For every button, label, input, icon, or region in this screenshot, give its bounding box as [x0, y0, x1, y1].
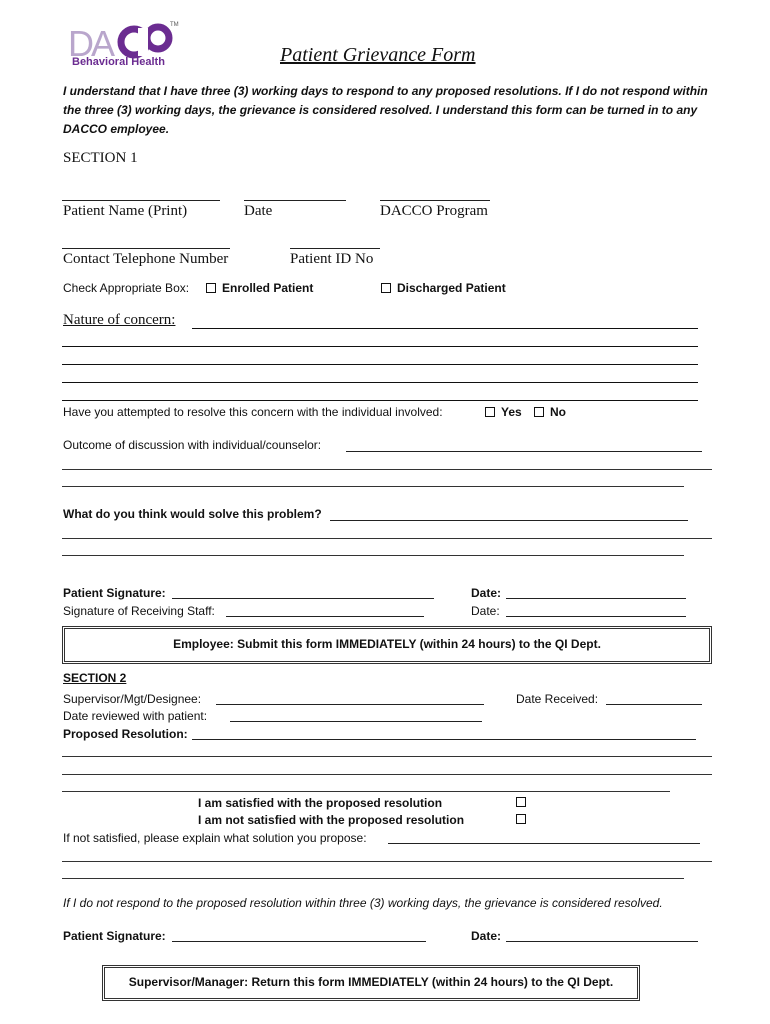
- patient-signature-label: Patient Signature:: [63, 586, 166, 600]
- yes-checkbox[interactable]: [485, 407, 495, 417]
- yes-option[interactable]: [485, 405, 522, 419]
- outcome-line[interactable]: [62, 469, 712, 470]
- phone-line[interactable]: [62, 248, 230, 249]
- discharged-checkbox[interactable]: [381, 283, 391, 293]
- page-title: Patient Grievance Form: [280, 44, 476, 66]
- not-satisfied-checkbox[interactable]: [516, 814, 526, 824]
- date-line[interactable]: [244, 200, 346, 201]
- program-label: DACCO Program: [380, 203, 488, 219]
- resolution-line[interactable]: [62, 791, 670, 792]
- section2-heading: SECTION 2: [63, 671, 127, 685]
- staff-signature-line[interactable]: [226, 616, 424, 617]
- date-label: Date: [244, 203, 273, 219]
- resolution-line[interactable]: [62, 774, 712, 775]
- enrolled-option[interactable]: [206, 281, 313, 295]
- discharged-option[interactable]: [381, 281, 506, 295]
- satisfied-checkbox[interactable]: [516, 797, 526, 807]
- outcome-line[interactable]: [346, 451, 702, 452]
- resolution-line[interactable]: [62, 756, 712, 757]
- concern-line[interactable]: [62, 346, 698, 347]
- solve-line[interactable]: [62, 555, 684, 556]
- enrolled-label: Enrolled Patient: [222, 281, 314, 295]
- explain-label: If not satisfied, please explain what solution you propose:: [63, 831, 367, 845]
- date-reviewed-line[interactable]: [230, 721, 482, 722]
- outcome-line[interactable]: [62, 486, 684, 487]
- proposed-resolution-label: Proposed Resolution:: [63, 727, 188, 741]
- patient-name-label: Patient Name (Print): [63, 203, 188, 219]
- solve-question: What do you think would solve this problem?: [63, 507, 322, 521]
- solve-line[interactable]: [330, 520, 688, 521]
- program-line[interactable]: [380, 200, 490, 201]
- concern-line[interactable]: [192, 328, 698, 329]
- no-label: No: [550, 405, 566, 419]
- intro-statement: I understand that I have three (3) working days to respond to any proposed resolutions. If I do not respond within the three (3) working days, the grievance is considered resolved. I understand this form can be turned in to any DACCO employee.: [63, 84, 708, 136]
- explain-line[interactable]: [62, 878, 684, 879]
- check-box-label: Check Appropriate Box:: [63, 281, 190, 295]
- dacco-logo: [66, 18, 186, 72]
- yes-label: Yes: [501, 405, 522, 419]
- discharged-label: Discharged Patient: [397, 281, 506, 295]
- section2-date-line[interactable]: [506, 941, 698, 942]
- no-checkbox[interactable]: [534, 407, 544, 417]
- explain-line[interactable]: [388, 843, 700, 844]
- date-received-label: Date Received:: [516, 692, 599, 706]
- phone-label: Contact Telephone Number: [63, 251, 229, 267]
- supervisor-line[interactable]: [216, 704, 484, 705]
- staff-date-label: Date:: [471, 604, 500, 618]
- explain-line[interactable]: [62, 861, 712, 862]
- concern-line[interactable]: [62, 400, 698, 401]
- concern-label: Nature of concern:: [63, 312, 176, 328]
- outcome-label: Outcome of discussion with individual/counselor:: [63, 438, 322, 452]
- concern-line[interactable]: [62, 364, 698, 365]
- signature-date-label: Date:: [471, 586, 502, 600]
- no-response-note: If I do not respond to the proposed resolution within three (3) working days, the grievance is considered resolved.: [63, 896, 663, 910]
- logo-tm: TM: [170, 22, 179, 28]
- not-satisfied-label: I am not satisfied with the proposed resolution: [198, 813, 465, 827]
- patient-signature-line[interactable]: [172, 598, 434, 599]
- section2-patient-signature-line[interactable]: [172, 941, 426, 942]
- staff-date-line[interactable]: [506, 616, 686, 617]
- satisfied-label: I am satisfied with the proposed resolution: [198, 796, 443, 810]
- solve-line[interactable]: [62, 538, 712, 539]
- logo-subtitle: Behavioral Health: [72, 56, 165, 68]
- resolution-line[interactable]: [192, 739, 696, 740]
- logo-da-text: DA: [68, 23, 113, 64]
- no-option[interactable]: [534, 405, 566, 419]
- patient-id-label: Patient ID No: [290, 251, 374, 267]
- employee-notice: Employee: Submit this form IMMEDIATELY (within 24 hours) to the QI Dept.: [173, 637, 601, 651]
- supervisor-notice: Supervisor/Manager: Return this form IMMEDIATELY (within 24 hours) to the QI Dept.: [128, 975, 614, 989]
- section2-patient-signature-label: Patient Signature:: [63, 929, 166, 943]
- patient-id-line[interactable]: [290, 248, 380, 249]
- attempted-question: Have you attempted to resolve this concern with the individual involved:: [63, 405, 443, 419]
- patient-name-line[interactable]: [62, 200, 220, 201]
- section1-heading: SECTION 1: [63, 150, 138, 166]
- enrolled-checkbox[interactable]: [206, 283, 216, 293]
- staff-signature-label: Signature of Receiving Staff:: [63, 604, 215, 618]
- section2-date-label: Date:: [471, 929, 502, 943]
- concern-line[interactable]: [62, 382, 698, 383]
- date-received-line[interactable]: [606, 704, 702, 705]
- supervisor-label: Supervisor/Mgt/Designee:: [63, 692, 202, 706]
- date-reviewed-label: Date reviewed with patient:: [63, 709, 208, 723]
- signature-date-line[interactable]: [506, 598, 686, 599]
